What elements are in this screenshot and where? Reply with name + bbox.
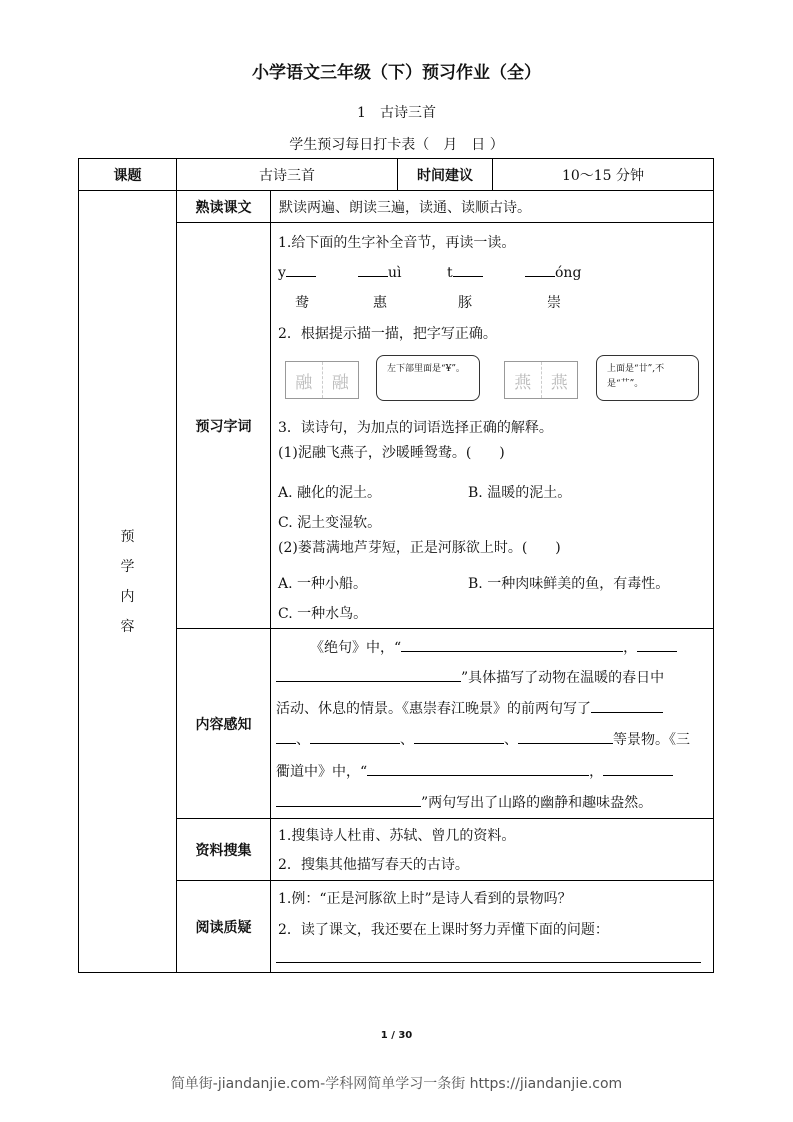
question-2: 2．根据提示描一描，把字写正确。 bbox=[278, 326, 497, 342]
pinyin-4: óng bbox=[525, 262, 581, 281]
content-line-3: 活动、休息的情景。《惠崇春江晚景》的前两句写了 bbox=[276, 698, 663, 718]
research-item-1: 1.搜集诗人杜甫、苏轼、曾几的资料。 bbox=[278, 828, 516, 844]
page-number: 1 / 30 bbox=[380, 1030, 413, 1041]
option-2c: C. 一种水鸟。 bbox=[278, 606, 368, 622]
topic-label: 课题 bbox=[78, 158, 177, 191]
read-label: 熟读课文 bbox=[176, 190, 271, 223]
option-1c: C. 泥土变湿软。 bbox=[278, 515, 382, 531]
pinyin-2: uì bbox=[358, 262, 402, 281]
option-1a: A. 融化的泥土。 bbox=[278, 485, 382, 501]
tip-bubble-2: 上面是“廿”,不是“艹”。 bbox=[596, 355, 699, 401]
footer-watermark: 简单街-jiandanjie.com-学科网简单学习一条街 https://jiandanjie.com bbox=[170, 1076, 623, 1092]
research-label: 资料搜集 bbox=[176, 818, 271, 881]
pinyin-3: t bbox=[447, 262, 483, 281]
question-1: 1.给下面的生字补全音节，再读一读。 bbox=[278, 235, 516, 251]
question-item-1: 1.例：“正是河豚欲上时”是诗人看到的景物吗？ bbox=[278, 891, 572, 907]
topic-value: 古诗三首 bbox=[176, 158, 398, 191]
tip-bubble-1: 左下部里面是“¥”。 bbox=[376, 355, 480, 401]
content-line-4: 、 、 、 等景物。《三 bbox=[276, 729, 690, 749]
char-2: 惠 bbox=[373, 295, 387, 311]
time-label: 时间建议 bbox=[397, 158, 493, 191]
content-line-5: 衢道中》中，“ ， bbox=[276, 761, 673, 781]
char-4: 崇 bbox=[547, 295, 561, 311]
pinyin-1: y bbox=[278, 262, 316, 281]
words-label: 预习字词 bbox=[176, 222, 271, 629]
document-title: 小学语文三年级（下）预习作业（全） bbox=[252, 63, 541, 83]
question-label: 阅读质疑 bbox=[176, 880, 271, 973]
side-char: 预 bbox=[120, 528, 135, 545]
answer-line[interactable] bbox=[276, 962, 701, 963]
time-value: 10～15 分钟 bbox=[492, 158, 714, 191]
trace-grid-2: 燕 燕 bbox=[504, 361, 578, 399]
content-line-6: ”两句写出了山路的幽静和趣味盎然。 bbox=[276, 792, 652, 812]
research-item-2: 2．搜集其他描写春天的古诗。 bbox=[278, 857, 469, 873]
trace-grid-1: 融 融 bbox=[285, 361, 359, 399]
question-item-2: 2．读了课文，我还要在上课时努力弄懂下面的问题： bbox=[278, 922, 609, 938]
content-line-2: ”具体描写了动物在温暖的春日中 bbox=[276, 667, 664, 687]
char-1: 鸯 bbox=[295, 295, 309, 311]
side-char: 容 bbox=[120, 618, 135, 635]
lesson-title: 1 古诗三首 bbox=[357, 105, 436, 121]
option-2b: B. 一种肉味鲜美的鱼，有毒性。 bbox=[468, 576, 670, 592]
char-3: 豚 bbox=[458, 295, 472, 311]
side-label bbox=[78, 190, 177, 973]
option-1b: B. 温暖的泥土。 bbox=[468, 485, 572, 501]
option-2a: A. 一种小船。 bbox=[278, 576, 368, 592]
content-line-1: 《绝句》中，“ ， bbox=[310, 637, 677, 657]
question-3: 3．读诗句，为加点的词语选择正确的解释。 bbox=[278, 420, 553, 436]
side-char: 学 bbox=[120, 558, 135, 575]
checkin-title: 学生预习每日打卡表（ 月 日 ） bbox=[289, 137, 504, 153]
read-text: 默读两遍、朗读三遍，读通、读顺古诗。 bbox=[270, 190, 714, 223]
side-char: 内 bbox=[120, 588, 135, 605]
sentence-2: (2)蒌蒿满地芦芽短，正是河豚欲上时。( ) bbox=[278, 540, 561, 556]
content-label: 内容感知 bbox=[176, 628, 271, 819]
sentence-1: (1)泥融飞燕子，沙暖睡鸳鸯。( ) bbox=[278, 445, 505, 461]
